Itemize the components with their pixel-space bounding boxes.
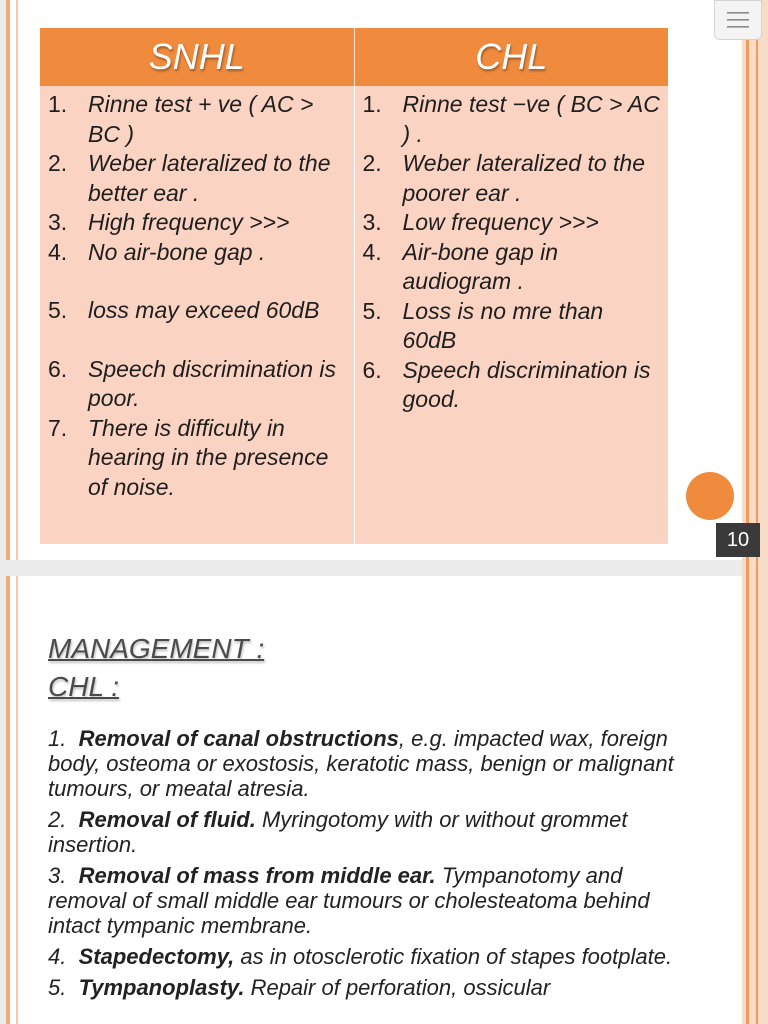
list-item: 3. Low frequency >>> — [362, 209, 599, 235]
list-item: 4. Stapedectomy, as in otosclerotic fixation of stapes footplate. — [48, 944, 673, 969]
list-item: 5. loss may exceed 60dB — [48, 297, 320, 323]
menu-button[interactable] — [714, 0, 762, 40]
page-stripe — [16, 576, 18, 1024]
list-item: 2. Weber lateralized to the better ear . — [48, 150, 331, 206]
list-item: 4. Air-bone gap in audiogram . — [362, 238, 559, 294]
list-item: 4. No air-bone gap . — [48, 238, 266, 265]
list-item: 3. Removal of mass from middle ear. Tympanotomy and removal of small middle ear tumours or cholesteatoma behind intact tympanic membrane. — [48, 863, 650, 938]
management-section — [48, 632, 688, 1006]
page-stripe — [6, 0, 10, 560]
page-stripe — [16, 0, 18, 560]
list-item: 1. Rinne test −ve ( BC > AC ) . — [362, 91, 660, 147]
management-subtitle: CHL : — [48, 671, 120, 702]
hamburger-menu-icon — [727, 10, 749, 30]
header-snhl: SNHL — [40, 28, 354, 86]
list-item: 5. Loss is no mre than 60dB — [362, 297, 604, 353]
page-stripe — [6, 576, 10, 1024]
list-item: 2. Weber lateralized to the poorer ear . — [362, 150, 645, 206]
header-chl: CHL — [354, 28, 668, 86]
chl-column — [354, 86, 668, 544]
list-item: 2. Removal of fluid. Myringotomy with or without grommet insertion. — [48, 807, 628, 857]
management-title: MANAGEMENT : — [48, 633, 265, 664]
comparison-table — [40, 28, 668, 544]
list-item: 6. Speech discrimination is poor. — [48, 355, 337, 411]
list-item: 5. Tympanoplasty. Repair of perforation, ossicular — [48, 975, 551, 1000]
list-item: 1. Rinne test + ve ( AC > BC ) — [48, 91, 314, 147]
list-item: 1. Removal of canal obstructions, e.g. impacted wax, foreign body, osteoma or exostosis, keratotic mass, benign or malignant tumours, or meatal atresia. — [48, 726, 674, 801]
orange-dot-decoration — [686, 472, 734, 520]
list-item: 3. High frequency >>> — [48, 209, 290, 235]
list-item: 6. Speech discrimination is good. — [362, 356, 651, 412]
right-decorative-rail — [742, 0, 768, 1024]
list-item: 7. There is difficulty in hearing in the presence of noise. — [48, 414, 329, 500]
page-number-badge: 10 — [716, 523, 760, 557]
snhl-column — [40, 86, 354, 544]
